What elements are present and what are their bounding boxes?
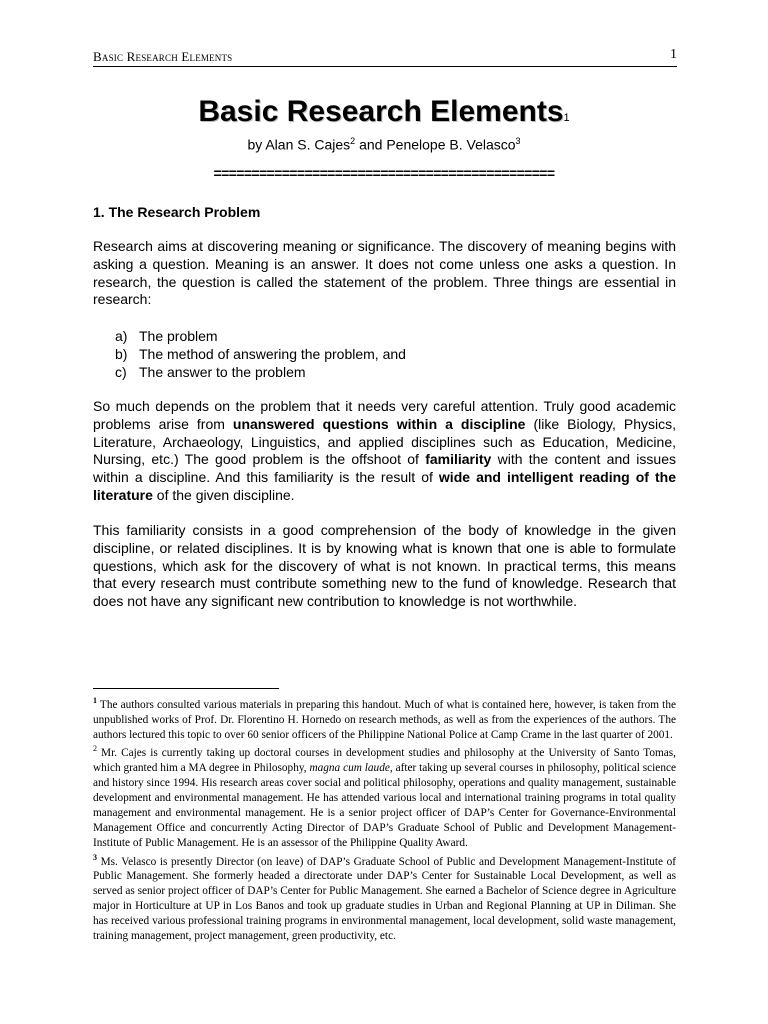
paragraph-1: Research aims at discovering meaning or significance. The discovery of meaning begins with asking a question. Meaning is an answer. It does not come unless one asks a question. In research, the question is called the statement of the problem. Three things are essential in research: [93, 238, 676, 308]
list-marker: c) [115, 363, 127, 380]
list-item [115, 364, 406, 382]
footnote-text: The authors consulted various materials in preparing this handout. Much of what is contained here, however, is taken from the unpublished works of Prof. Dr. Florentino H. Hornedo on research methods, as well as from the experiences of the authors. The authors lectured this topic to over 60 senior officers of the Philippine National Police at Camp Crame in the last quarter of 2001. [93, 698, 676, 741]
para2-bold-1: unanswered questions within a discipline [232, 415, 526, 432]
list-item [115, 346, 406, 364]
footnote-number: 1 [93, 696, 97, 705]
list-text: The problem [139, 328, 218, 344]
page-number: 1 [670, 47, 677, 62]
list-item [115, 328, 406, 346]
para2-text-4: of the given discipline. [152, 486, 295, 503]
running-title: Basic Research Elements [93, 49, 233, 64]
document-title [0, 94, 768, 130]
separator-line: ============================================= [213, 165, 555, 181]
byline [0, 132, 768, 154]
page-header [93, 46, 677, 67]
footnote-text: Ms. Velasco is presently Director (on leave) of DAP’s Graduate School of Public and Development Management-Institute of Public Management. She formerly headed a directorate under DAP’s Center for Sustainable Local Development, as well as served as senior project officer of DAP’s Center for Public Management. She earned a Bachelor of Science degree in Agriculture major in Horticulture at UP in Los Banos and took up graduate studies in Urban and Regional Planning at UP in Diliman. She has received various professional training programs in environmental management, local development, solid waste management, training management, project management, green productivity, etc. [93, 855, 676, 942]
footnote-italic: magna cum laude, [309, 762, 393, 775]
byline-middle: and Penelope B. Velasco [355, 136, 516, 153]
title-text: Basic Research Elements [198, 95, 564, 128]
para2-text-3: with the content and issues within a discipline. And this familiarity is the result of [93, 451, 676, 486]
footnote-1 [93, 694, 676, 742]
footnote-text: Mr. Cajes is currently taking up doctoral courses in development studies and philosophy at the University of Santo Tomas, which granted him a MA degree in Philosophy, [93, 747, 676, 775]
footnote-2 [93, 742, 676, 850]
footnote-number: 3 [93, 852, 97, 862]
byline-footnote-ref-3: 3 [515, 136, 521, 146]
footnotes [93, 694, 676, 944]
list-marker: a) [115, 328, 128, 344]
para2-bold-3: wide and intelligent reading of the literature [93, 469, 676, 503]
list-text: The method of answering the problem, and [139, 345, 406, 362]
footnote-separator [93, 688, 279, 689]
paragraph-2 [93, 398, 676, 505]
byline-footnote-ref-2: 2 [350, 136, 356, 146]
footnote-text: after taking up several courses in philosophy, political science and history since 1994. His research areas cover social and political philosophy, operations and quality management, sustainable development and environmental management. He has attended various local and international training programs in total quality management and environmental management. He is a senior project officer of DAP’s Center for Governance-Environmental Management Office and concurrently Acting Director of DAP’s Graduate School of Public and Development Management-Institute of Public Management. He is an assessor of the Philippine Quality Award. [93, 762, 676, 849]
byline-prefix: by Alan S. Cajes [247, 136, 351, 153]
footnote-number: 2 [93, 744, 97, 754]
para2-text-2: (like Biology, Physics, Literature, Archaeology, Linguistics, and applied disciplines such as Education, Medicine, Nursing, etc.) The good problem is the offshoot of [93, 415, 676, 468]
paragraph-3: This familiarity consists in a good comprehension of the body of knowledge in the given discipline, or related disciplines. It is by knowing what is known that one is able to formulate questions, which ask for the discovery of what is not known. In practical terms, this means that every research must contribute something new to the fund of knowledge. Research that does not have any significant new contribution to knowledge is not worthwhile. [93, 522, 676, 610]
footnote-3 [93, 851, 676, 944]
list-text: The answer to the problem [139, 363, 306, 380]
para2-text-1: So much depends on the problem that it needs very careful attention. Truly good academic problems arise from [93, 398, 676, 432]
title-footnote-ref: 1 [563, 112, 570, 124]
list-marker: b) [115, 345, 128, 362]
essentials-list [115, 328, 406, 381]
section-heading: 1. The Research Problem [93, 204, 261, 220]
para2-bold-2: familiarity [425, 451, 492, 468]
